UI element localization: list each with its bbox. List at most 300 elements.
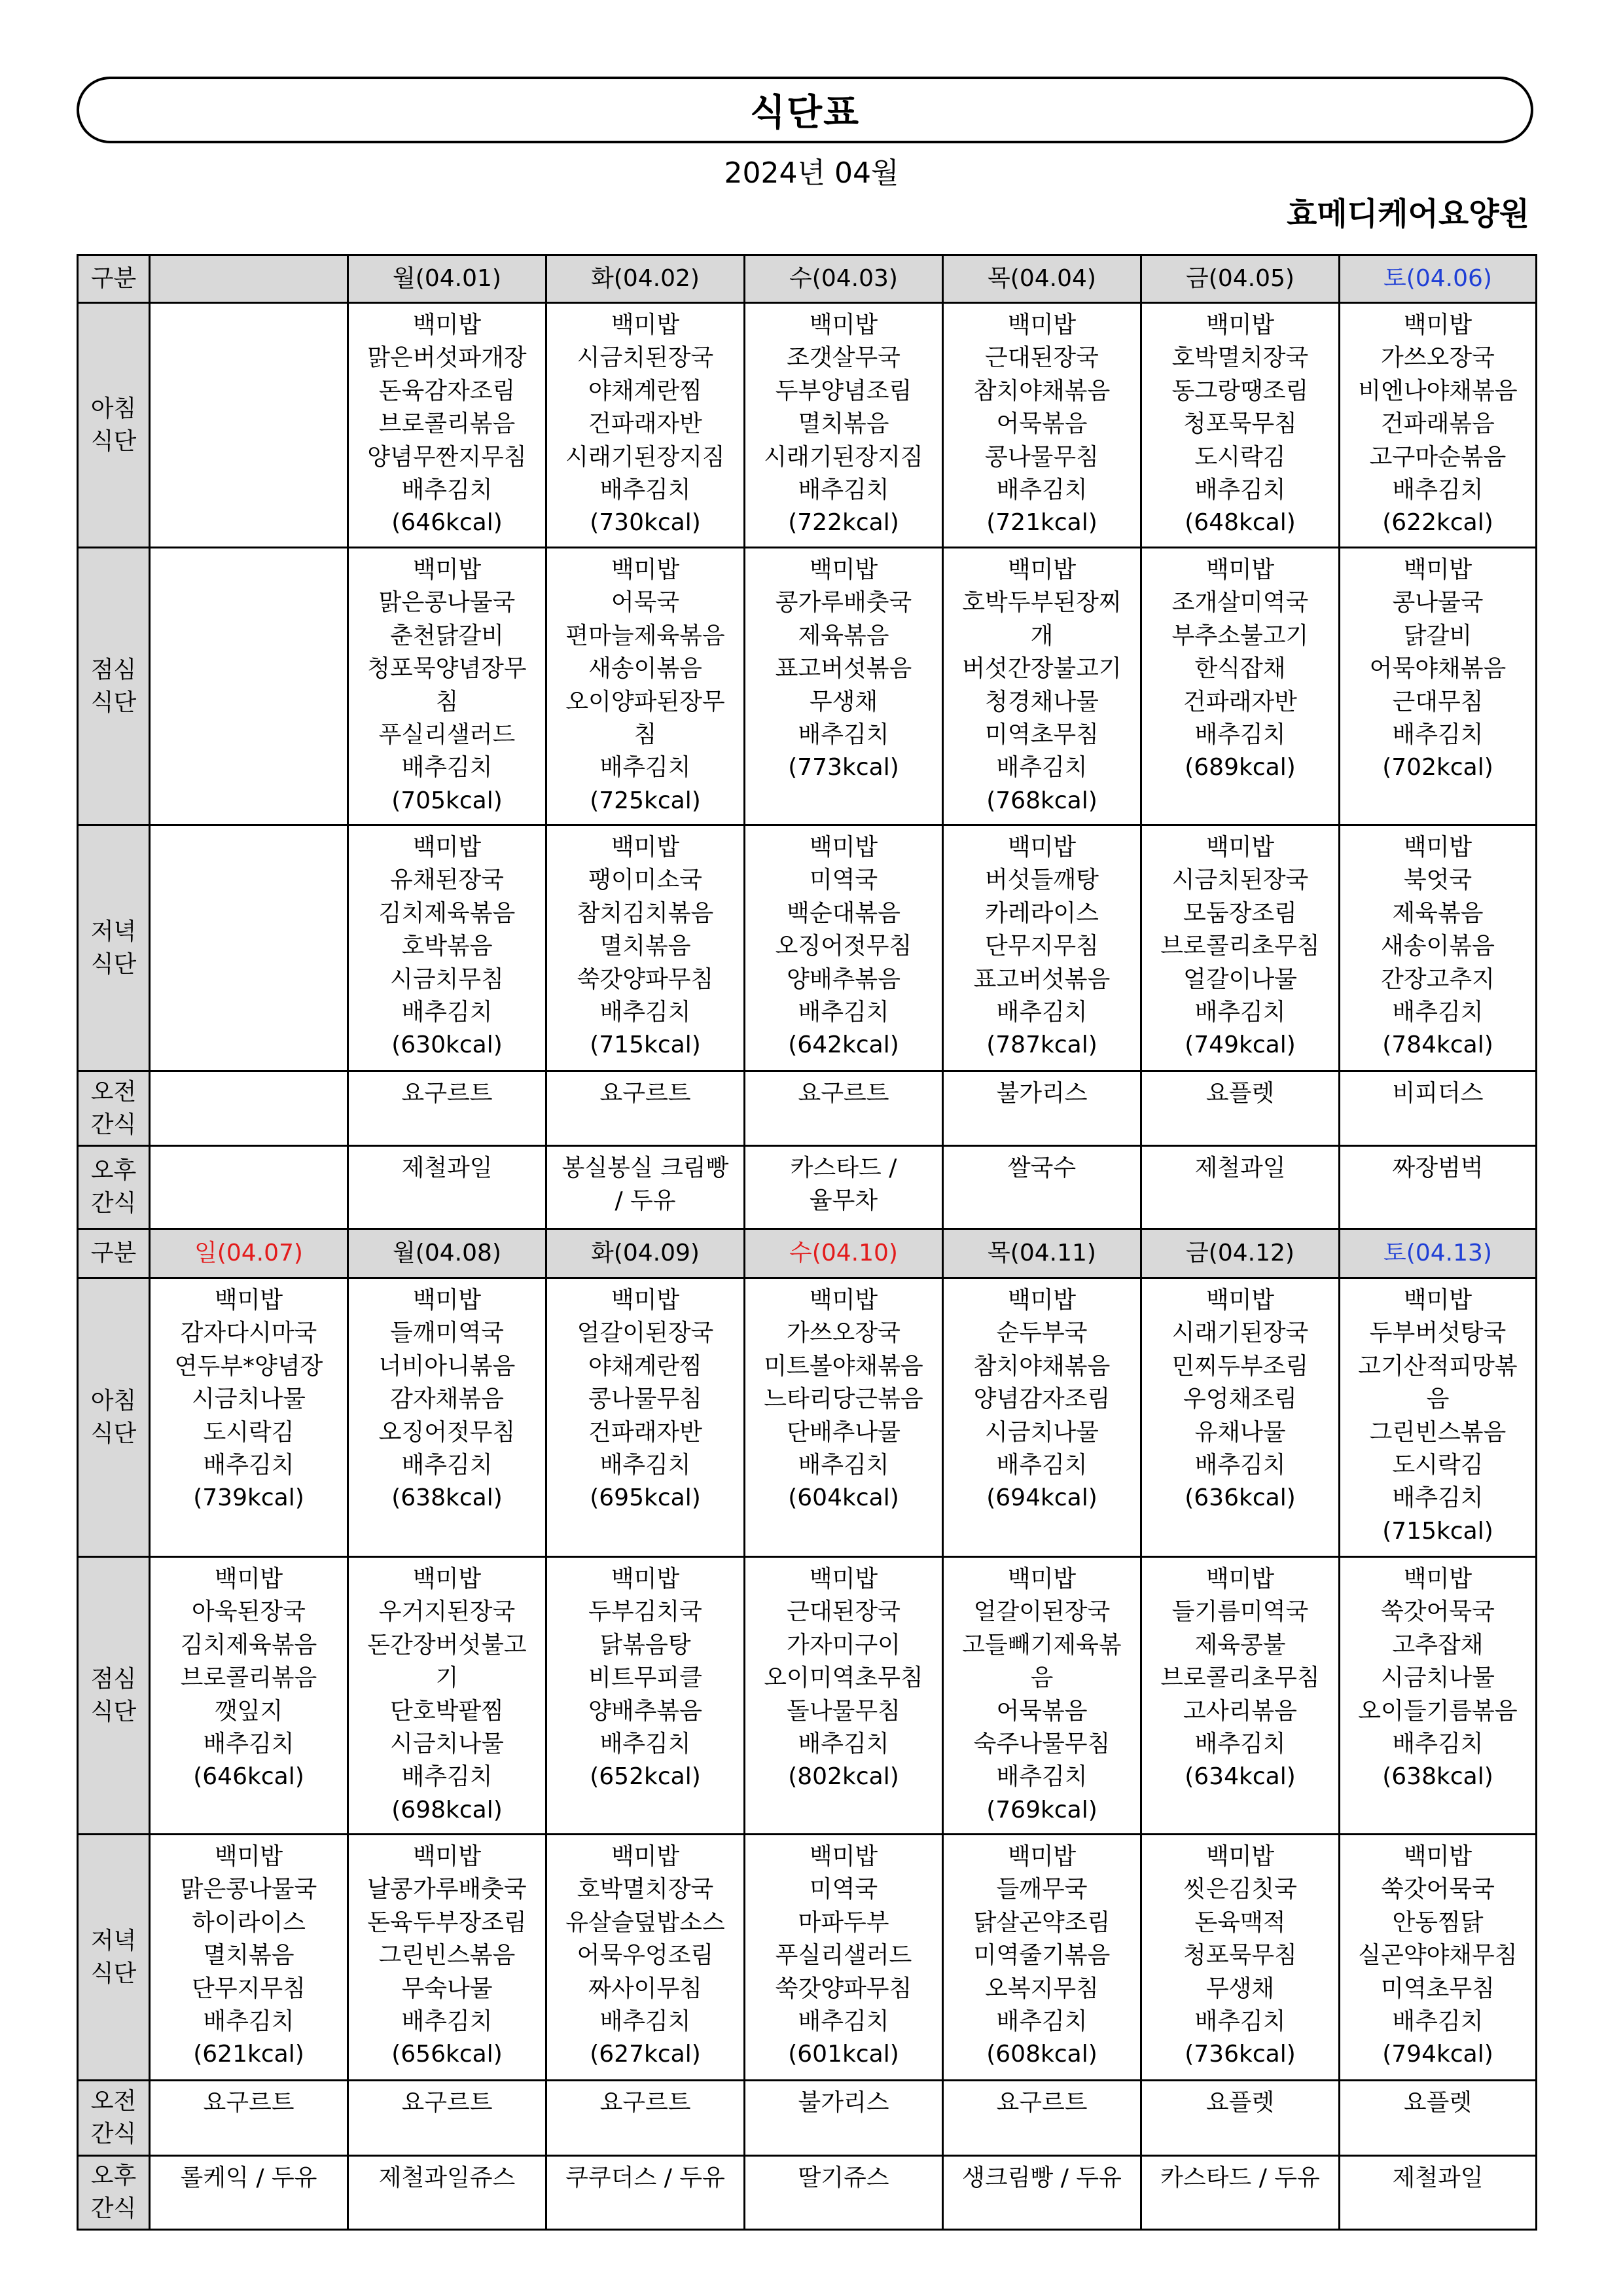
am-snack-row — [78, 2081, 1537, 2156]
menu-cell — [745, 1557, 943, 1835]
am-snack-label-text: 간식 — [90, 2121, 137, 2147]
dinner-row — [78, 1835, 1537, 2081]
title-box — [77, 77, 1533, 143]
menu-item: (715kcal) — [1382, 1517, 1493, 1545]
menu-item: 미역초무침 — [1381, 1975, 1495, 2002]
menu-item: 배추김치 — [401, 1763, 493, 1791]
menu-item: 쑥갓양파무침 — [577, 965, 714, 993]
menu-item: 비엔나야채볶음 — [1358, 377, 1518, 404]
menu-item: 들기름미역국 — [1171, 1598, 1309, 1626]
menu-cell — [1340, 2156, 1537, 2230]
menu-item: 침 — [435, 688, 459, 715]
menu-cell — [943, 1278, 1141, 1557]
menu-table — [77, 254, 1537, 2231]
menu-item: 카레라이스 — [985, 899, 1099, 927]
menu-item: 멸치볶음 — [203, 1942, 294, 1969]
menu-item: 무생채 — [1205, 1975, 1275, 2002]
menu-item: 백미밥 — [1403, 1287, 1472, 1314]
menu-item: 배추김치 — [599, 999, 691, 1026]
menu-item: 침 — [633, 721, 657, 749]
menu-item: 콩가루배춧국 — [775, 589, 912, 617]
menu-item: (638kcal) — [1382, 1763, 1493, 1791]
menu-item: 배추김치 — [1194, 1452, 1286, 1479]
menu-cell — [348, 2156, 546, 2230]
menu-item: 도시락김 — [1194, 443, 1286, 471]
menu-item: 백미밥 — [611, 834, 680, 861]
menu-item: 백미밥 — [1007, 1566, 1077, 1592]
menu-item: (642kcal) — [788, 1031, 899, 1059]
menu-item: (769kcal) — [986, 1796, 1097, 1823]
menu-cell — [150, 548, 348, 825]
menu-item: 고사리볶음 — [1183, 1697, 1297, 1725]
menu-cell — [546, 548, 745, 825]
menu-cell — [943, 2081, 1141, 2156]
day-header-row — [78, 255, 1537, 303]
menu-cell — [745, 1146, 943, 1229]
menu-cell — [150, 1557, 348, 1835]
pm-snack-label — [78, 2156, 150, 2230]
menu-item: 고들빼기제육볶 — [962, 1631, 1122, 1659]
menu-item: 백미밥 — [1205, 1843, 1275, 1870]
menu-item: 배추김치 — [203, 2008, 294, 2036]
menu-cell — [1340, 303, 1537, 548]
menu-item: 율무차 — [809, 1187, 878, 1215]
menu-item: 배추김치 — [203, 1731, 294, 1758]
menu-item: 김치제육볶음 — [378, 899, 516, 927]
menu-item: 백미밥 — [1007, 834, 1077, 861]
menu-item: 배추김치 — [1392, 2008, 1484, 2036]
menu-item: (695kcal) — [590, 1484, 701, 1512]
menu-item: 백미밥 — [611, 312, 680, 338]
menu-item: (630kcal) — [391, 1031, 503, 1059]
menu-item: 시금치무침 — [390, 965, 504, 993]
menu-cell — [150, 303, 348, 548]
menu-cell — [546, 1146, 745, 1229]
menu-cell — [150, 2156, 348, 2230]
menu-cell — [943, 548, 1141, 825]
menu-item: 미역줄기볶음 — [973, 1942, 1111, 1969]
menu-item: 배추김치 — [1194, 999, 1286, 1026]
menu-item: 호박두부된장찌 — [962, 589, 1122, 617]
menu-item: 백미밥 — [611, 1287, 680, 1314]
menu-item: (725kcal) — [590, 787, 701, 814]
menu-cell — [348, 1278, 546, 1557]
menu-item: (608kcal) — [986, 2041, 1097, 2068]
menu-item: 날콩가루배춧국 — [367, 1876, 527, 1903]
menu-item: 배추김치 — [1194, 476, 1286, 504]
menu-item: 배추김치 — [1392, 999, 1484, 1026]
menu-item: 청경채나물 — [985, 688, 1099, 715]
menu-item: (715kcal) — [590, 1031, 701, 1059]
menu-item: 비피더스 — [1392, 1080, 1484, 1107]
menu-item: 백미밥 — [412, 1843, 482, 1870]
day-header: 수(04.03) — [745, 255, 943, 303]
lunch-label-text: 점심 — [90, 1665, 137, 1693]
menu-item: (636kcal) — [1185, 1484, 1296, 1512]
menu-cell — [150, 825, 348, 1071]
menu-cell — [348, 1146, 546, 1229]
menu-item: (694kcal) — [986, 1484, 1097, 1512]
page-subtitle: 2024년 04월 — [724, 156, 899, 190]
menu-cell — [150, 1835, 348, 2081]
menu-item: 제철과일 — [401, 1155, 493, 1181]
menu-item: 백미밥 — [611, 1566, 680, 1592]
menu-cell — [150, 2081, 348, 2156]
menu-item: 제육콩불 — [1194, 1631, 1286, 1659]
menu-item: 들깨무국 — [996, 1876, 1088, 1903]
menu-item: 배추김치 — [798, 999, 889, 1026]
menu-item: 시금치나물 — [985, 1418, 1099, 1446]
menu-item: 가자미구이 — [787, 1631, 901, 1659]
menu-item: 딸기쥬스 — [798, 2164, 889, 2191]
menu-cell — [150, 1146, 348, 1229]
menu-item: 기 — [435, 1664, 459, 1692]
menu-cell — [1340, 1146, 1537, 1229]
menu-item: 푸실리샐러드 — [775, 1942, 912, 1969]
menu-cell — [1141, 825, 1340, 1071]
menu-item: 콩나물무침 — [588, 1386, 702, 1413]
menu-item: (794kcal) — [1382, 2041, 1493, 2068]
menu-cell — [348, 303, 546, 548]
menu-cell — [546, 1278, 745, 1557]
menu-item: 조갯살무국 — [787, 344, 901, 372]
day-header: 수(04.10) — [745, 1229, 943, 1278]
day-header-row — [78, 1229, 1537, 1278]
menu-cell — [348, 1835, 546, 2081]
menu-item: 브로콜리초무침 — [1160, 933, 1320, 960]
menu-item: 요구르트 — [401, 1080, 493, 1107]
menu-item: (768kcal) — [986, 787, 1097, 814]
menu-item: 백미밥 — [1403, 834, 1472, 861]
menu-cell — [1340, 2081, 1537, 2156]
pm-snack-row — [78, 2156, 1537, 2230]
menu-item: 모둠장조림 — [1183, 899, 1297, 927]
pm-snack-label — [78, 1146, 150, 1229]
menu-item: (652kcal) — [590, 1763, 701, 1791]
menu-item: (736kcal) — [1185, 2041, 1296, 2068]
menu-item: 배추김치 — [1392, 721, 1484, 749]
menu-item: 시래기된장지짐 — [565, 443, 725, 471]
menu-cell — [745, 2156, 943, 2230]
menu-item: 시금치나물 — [1381, 1664, 1495, 1692]
menu-item: (721kcal) — [986, 509, 1097, 537]
menu-item: 미역국 — [809, 867, 878, 894]
menu-cell — [546, 1557, 745, 1835]
menu-item: 미역국 — [809, 1876, 878, 1903]
menu-item: 제철과일 — [1392, 2164, 1484, 2191]
menu-item: 단배추나물 — [787, 1418, 901, 1446]
menu-item: 건파래자반 — [588, 1418, 702, 1446]
menu-item: 비트무피클 — [588, 1664, 702, 1692]
menu-item: 쑥갓어묵국 — [1381, 1598, 1495, 1626]
menu-item: (646kcal) — [391, 509, 503, 537]
dinner-label-text: 식단 — [90, 1960, 137, 1987]
menu-item: 고추잡채 — [1392, 1631, 1484, 1659]
menu-item: 배추김치 — [1392, 476, 1484, 504]
menu-item: 미역초무침 — [985, 721, 1099, 749]
menu-item: 콩나물국 — [1392, 589, 1484, 617]
menu-item: (601kcal) — [788, 2041, 899, 2068]
menu-cell — [348, 548, 546, 825]
menu-item: (749kcal) — [1185, 1031, 1296, 1059]
menu-item: 브로콜리초무침 — [1160, 1664, 1320, 1692]
menu-item: 그린빈스볶음 — [1369, 1418, 1507, 1446]
menu-cell — [1141, 303, 1340, 548]
menu-item: 마파두부 — [798, 1909, 889, 1936]
menu-item: 생크림빵 / 두유 — [962, 2164, 1122, 2191]
lunch-row — [78, 548, 1537, 825]
menu-item: 배추김치 — [798, 1452, 889, 1479]
lunch-label-text: 점심 — [90, 656, 137, 683]
menu-item: 민찌두부조림 — [1171, 1352, 1309, 1380]
menu-cell — [1141, 2156, 1340, 2230]
menu-cell — [1340, 1278, 1537, 1557]
menu-item: 시금치된장국 — [1171, 867, 1309, 894]
menu-item: 우엉채조림 — [1183, 1386, 1297, 1413]
menu-item: 멸치볶음 — [798, 410, 889, 438]
menu-item: 유채나물 — [1194, 1418, 1286, 1446]
menu-item: 백미밥 — [809, 1566, 878, 1592]
menu-item: (698kcal) — [391, 1796, 503, 1823]
menu-item: 북엇국 — [1403, 867, 1472, 894]
menu-item: 청포묵무침 — [1183, 1942, 1297, 1969]
menu-item: 배추김치 — [1392, 1731, 1484, 1758]
menu-cell — [943, 303, 1141, 548]
menu-item: 쑥갓양파무침 — [775, 1975, 912, 2002]
menu-item: (802kcal) — [788, 1763, 899, 1791]
menu-item: (622kcal) — [1382, 509, 1493, 537]
am-snack-label-text: 오전 — [90, 1078, 137, 1105]
pm-snack-label-text: 오후 — [90, 2162, 137, 2189]
menu-cell — [1141, 548, 1340, 825]
menu-item: / 두유 — [615, 1187, 676, 1215]
menu-item: 돈간장버섯불고 — [367, 1631, 527, 1659]
menu-item: 배추김치 — [203, 1452, 294, 1479]
menu-item: 어묵볶음 — [996, 1697, 1088, 1725]
menu-item: 요구르트 — [798, 1080, 889, 1107]
menu-cell — [546, 303, 745, 548]
menu-cell — [348, 1071, 546, 1146]
menu-item: 백미밥 — [1403, 312, 1472, 338]
menu-item: 연두부*양념장 — [174, 1352, 323, 1380]
menu-item: 백미밥 — [1007, 1287, 1077, 1314]
dinner-label — [78, 1835, 150, 2081]
menu-item: 닭살곤약조림 — [973, 1909, 1111, 1936]
page-title: 식단표 — [749, 92, 861, 134]
breakfast-label-text: 아침 — [90, 1387, 137, 1414]
menu-item: 양념무짠지무침 — [367, 443, 527, 471]
menu-item: 얼갈이된장국 — [973, 1598, 1111, 1626]
day-header: 월(04.08) — [348, 1229, 546, 1278]
menu-item: 백미밥 — [809, 556, 878, 583]
menu-item: 배추김치 — [1194, 1731, 1286, 1758]
am-snack-label — [78, 1071, 150, 1146]
menu-item: 백미밥 — [1205, 1287, 1275, 1314]
menu-cell — [1340, 1557, 1537, 1835]
menu-item: 버섯간장불고기 — [962, 655, 1122, 683]
menu-item: 순두부국 — [996, 1319, 1088, 1347]
menu-item: 단무지무침 — [192, 1975, 306, 2002]
menu-item: 요플렛 — [1205, 1080, 1275, 1107]
menu-item: 양념감자조림 — [973, 1386, 1111, 1413]
menu-item: 불가리스 — [798, 2089, 889, 2116]
menu-item: 고구마순볶음 — [1369, 443, 1507, 471]
am-snack-row — [78, 1071, 1537, 1146]
menu-item: 돌나물무침 — [787, 1697, 901, 1725]
lunch-label-text: 식단 — [90, 1698, 137, 1725]
menu-item: 느타리당근볶음 — [764, 1386, 923, 1413]
pm-snack-label-text: 간식 — [90, 2195, 137, 2222]
menu-item: 배추김치 — [401, 999, 493, 1026]
menu-cell — [943, 1071, 1141, 1146]
menu-item: 무생채 — [809, 688, 878, 715]
menu-item: 카스타드 / 두유 — [1160, 2164, 1320, 2191]
menu-item: 배추김치 — [996, 476, 1088, 504]
menu-item: 백미밥 — [1205, 556, 1275, 583]
menu-item: 청포묵무침 — [1183, 410, 1297, 438]
day-header: 일(04.07) — [150, 1229, 348, 1278]
menu-item: 시금치나물 — [390, 1731, 504, 1758]
menu-item: 배추김치 — [996, 1452, 1088, 1479]
lunch-label — [78, 1557, 150, 1835]
menu-item: 양배추볶음 — [588, 1697, 702, 1725]
menu-item: 오이들기름볶음 — [1358, 1697, 1518, 1725]
menu-item: 오징어젓무침 — [378, 1418, 516, 1446]
dinner-label — [78, 825, 150, 1071]
menu-item: 어묵야채볶음 — [1369, 655, 1507, 683]
menu-item: 백미밥 — [1007, 312, 1077, 338]
menu-item: (739kcal) — [193, 1484, 304, 1512]
menu-item: 고기산적피망볶 — [1358, 1352, 1518, 1380]
menu-cell — [546, 2156, 745, 2230]
menu-item: 참치야채볶음 — [973, 377, 1111, 404]
menu-item: 백미밥 — [214, 1843, 283, 1870]
menu-item: 닭볶음탕 — [599, 1631, 691, 1659]
menu-item: 요구르트 — [401, 2089, 493, 2116]
menu-cell — [745, 548, 943, 825]
menu-item: 짜사이무침 — [588, 1975, 702, 2002]
menu-item: (722kcal) — [788, 509, 899, 537]
dinner-row — [78, 825, 1537, 1071]
menu-item: (604kcal) — [788, 1484, 899, 1512]
menu-item: 음 — [1426, 1386, 1450, 1413]
menu-item: 요구르트 — [599, 2089, 691, 2116]
menu-cell — [1141, 1146, 1340, 1229]
menu-item: 가쓰오장국 — [1381, 344, 1495, 372]
menu-item: 어묵볶음 — [996, 410, 1088, 438]
menu-cell — [745, 1071, 943, 1146]
am-snack-label — [78, 2081, 150, 2156]
day-header: 목(04.04) — [943, 255, 1141, 303]
menu-cell — [1340, 825, 1537, 1071]
menu-cell — [943, 1557, 1141, 1835]
menu-item: 근대무침 — [1392, 688, 1484, 715]
menu-item: 돈육두부장조림 — [367, 1909, 527, 1936]
menu-item: 배추김치 — [1392, 1484, 1484, 1512]
menu-cell — [348, 825, 546, 1071]
menu-item: 배추김치 — [401, 476, 493, 504]
menu-item: 아욱된장국 — [192, 1598, 306, 1626]
menu-cell — [943, 1835, 1141, 2081]
menu-item: 오징어젓무침 — [775, 933, 912, 960]
menu-item: 표고버섯볶음 — [973, 965, 1111, 993]
lunch-row — [78, 1557, 1537, 1835]
pm-snack-label-text: 오후 — [90, 1157, 137, 1184]
menu-item: 하이라이스 — [192, 1909, 306, 1936]
menu-item: 시래기된장지짐 — [764, 443, 923, 471]
menu-item: 어묵우엉조림 — [577, 1942, 714, 1969]
menu-item: 백미밥 — [809, 834, 878, 861]
day-header: 화(04.02) — [546, 255, 745, 303]
menu-cell — [745, 825, 943, 1071]
menu-item: 씻은김칫국 — [1183, 1876, 1297, 1903]
menu-item: 백미밥 — [809, 1843, 878, 1870]
menu-item: 백미밥 — [412, 834, 482, 861]
gubun-header: 구분 — [78, 255, 150, 303]
day-header: 토(04.06) — [1340, 255, 1537, 303]
menu-item: 우거지된장국 — [378, 1598, 516, 1626]
menu-item: 팽이미소국 — [588, 867, 702, 894]
breakfast-row — [78, 303, 1537, 548]
menu-item: 백미밥 — [1205, 1566, 1275, 1592]
menu-item: (702kcal) — [1382, 754, 1493, 781]
menu-item: 시금치나물 — [192, 1386, 306, 1413]
menu-item: 편마늘제육볶음 — [565, 622, 725, 649]
menu-cell — [943, 2156, 1141, 2230]
menu-item: (730kcal) — [590, 509, 701, 537]
menu-item: 멸치볶음 — [599, 933, 691, 960]
menu-item: 실곤약야채무침 — [1358, 1942, 1518, 1969]
menu-item: 백미밥 — [412, 1287, 482, 1314]
menu-item: (627kcal) — [590, 2041, 701, 2068]
menu-item: 요플렛 — [1403, 2089, 1472, 2116]
menu-item: 쑥갓어묵국 — [1381, 1876, 1495, 1903]
menu-item: 백미밥 — [412, 556, 482, 583]
menu-item: (787kcal) — [986, 1031, 1097, 1059]
menu-item: 백미밥 — [214, 1566, 283, 1592]
breakfast-label — [78, 303, 150, 548]
breakfast-label-text: 아침 — [90, 395, 137, 422]
menu-item: 감자다시마국 — [180, 1319, 317, 1347]
menu-item: 근대된장국 — [787, 1598, 901, 1626]
menu-item: 조개살미역국 — [1171, 589, 1309, 617]
menu-item: 시금치된장국 — [577, 344, 714, 372]
menu-item: 유살슬덮밥소스 — [565, 1909, 725, 1936]
menu-item: (646kcal) — [193, 1763, 304, 1791]
day-header: 금(04.05) — [1141, 255, 1340, 303]
menu-item: 음 — [1030, 1664, 1054, 1692]
menu-item: 백미밥 — [809, 312, 878, 338]
menu-item: 배추김치 — [996, 999, 1088, 1026]
menu-cell — [348, 1557, 546, 1835]
gubun-header: 구분 — [78, 1229, 150, 1278]
day-header: 화(04.09) — [546, 1229, 745, 1278]
menu-item: 닭갈비 — [1403, 622, 1472, 649]
menu-item: 도시락김 — [1392, 1452, 1484, 1479]
menu-item: 버섯들깨탕 — [985, 867, 1099, 894]
menu-item: 새송이볶음 — [1381, 933, 1495, 960]
menu-item: 단무지무침 — [985, 933, 1099, 960]
menu-cell — [745, 1835, 943, 2081]
menu-cell — [1141, 1557, 1340, 1835]
menu-item: 백미밥 — [1205, 312, 1275, 338]
menu-item: 배추김치 — [798, 2008, 889, 2036]
menu-item: 호박볶음 — [401, 933, 493, 960]
menu-item: 백미밥 — [1007, 1843, 1077, 1870]
menu-item: 배추김치 — [599, 754, 691, 781]
day-header — [150, 255, 348, 303]
menu-cell — [943, 825, 1141, 1071]
